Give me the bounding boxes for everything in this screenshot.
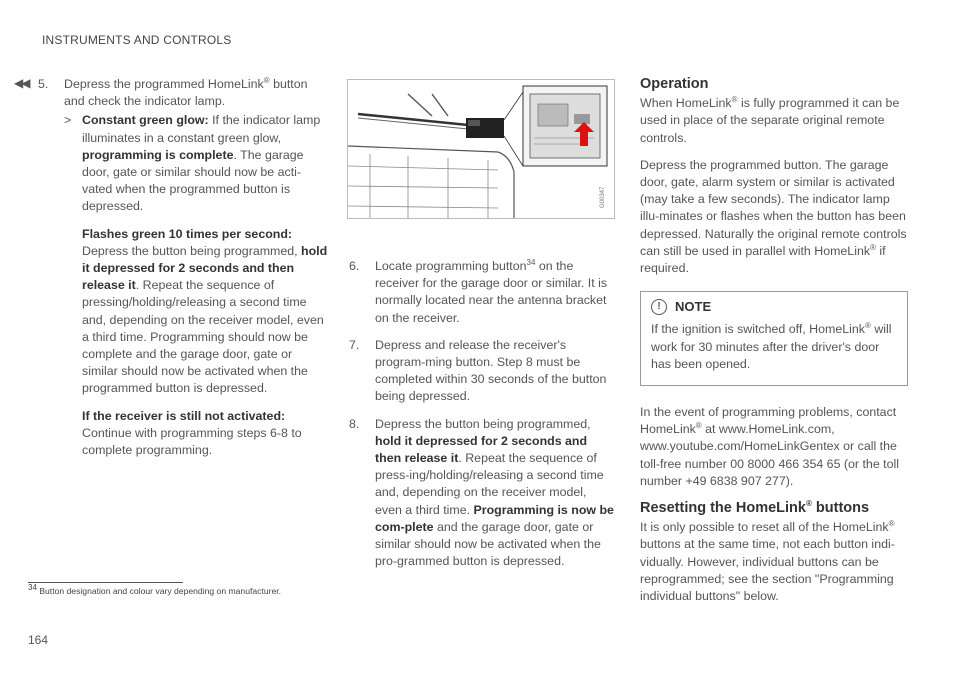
back-arrows-icon[interactable]: ◀◀ bbox=[14, 76, 29, 90]
footnote: $^{34}$ Button designation and colour vary depending on manufacturer. bbox=[28, 583, 282, 596]
step-8: 8. Depress the button being programmed, hold it depressed for 2 seconds and then release it. Repeat the sequence of press-ing/holding/releasing a second time and, depending on the receiver model, even a third time. Programming is now be com-plete and the garage door, gate or similar should now be activated when the pro-grammed button is depressed. bbox=[349, 416, 614, 569]
step-number: 5. bbox=[38, 77, 49, 91]
result-marker: > bbox=[64, 113, 72, 128]
note-text: If the ignition is switched off, HomeLink® will work for 30 minutes after the driver's door has been opened. bbox=[651, 321, 892, 371]
operation-heading: Operation bbox=[640, 76, 709, 92]
footnote-ref: 34 bbox=[526, 257, 536, 267]
operation-paragraph-1: When HomeLink® is fully programmed it can be used in place of the separate original remote controls. bbox=[640, 95, 900, 145]
garage-opener-drawing bbox=[348, 80, 614, 218]
column-1 bbox=[38, 76, 328, 469]
step-number: 8. bbox=[349, 416, 360, 431]
note-title: NOTE bbox=[675, 299, 712, 315]
constant-green-paragraph: Constant green glow: If the indicator lamp illuminates in a constant green glow, programming is complete. The garage door, gate or similar should now be acti-vated when the programmed button is depressed. bbox=[82, 113, 321, 214]
step-5: 5. Depress the programmed HomeLink® button and check the indicator lamp. > Constant green glow: If the indicator lamp illuminates in a constant green glow, programming is complete. The garage door, gate or similar should now be acti-vated when the programmed button is depressed. Flashes green 10 times per second: Depress the button being programmed, hold it depressed for 2 seconds and then release it. Repeat the sequence of pressing/holding/releasing a second time and, depending on the receiver model, even a third time. Programming should now be complete and the garage door, gate or similar should now be activated when the programmed button is depressed. If the receiver is still not activated: Continue with programming steps 6-8 to complete programming. bbox=[38, 76, 328, 459]
resetting-paragraph: It is only possible to reset all of the HomeLink® buttons at the same time, not each button indi-vidually. However, individual buttons can be reprogrammed; see the section "Programming individual buttons" below. bbox=[640, 519, 895, 604]
step-6: 6. Locate programming button$^{34}$ on the receiver for the garage door or similar. It is normally located near the antenna bracket on the receiver. bbox=[349, 257, 608, 325]
figure-code: G00347 bbox=[600, 186, 606, 208]
step-5-result bbox=[64, 112, 328, 459]
footnote-rule bbox=[28, 582, 183, 583]
problems-paragraph: In the event of programming problems, contact HomeLink® at www.HomeLink.com, www.youtube.com/HomeLinkGentex or call the toll-free number 00 8000 466 354 65 (or the toll number +49 6838 907 277). bbox=[640, 405, 899, 488]
column-2 bbox=[349, 258, 614, 580]
step-7: 7. Depress and release the receiver's program-ming button. Step 8 must be completed within 30 seconds of the button being depressed. bbox=[349, 337, 607, 404]
resetting-heading: Resetting the HomeLink® buttons bbox=[640, 499, 870, 517]
info-icon: ! bbox=[651, 299, 667, 315]
garage-opener-illustration bbox=[347, 79, 615, 219]
note-box bbox=[640, 291, 908, 386]
step-number: 6. bbox=[349, 259, 360, 273]
flashes-green-paragraph: Flashes green 10 times per second: Depress the button being programmed, hold it depressed for 2 seconds and then release it. Repeat the sequence of pressing/holding/releasing a second time and, depending on the receiver model, even a third time. Programming should now be complete and the garage door, gate or similar should now be activated when the programmed button is depressed. bbox=[82, 226, 328, 396]
note-header bbox=[651, 298, 897, 315]
page-number: 164 bbox=[28, 633, 49, 647]
page-header: INSTRUMENTS AND CONTROLS bbox=[42, 33, 232, 47]
operation-paragraph-2: Depress the programmed button. The garage door, gate, alarm system or similar is activated (may take a few seconds). The indicator lamp illu-minates or flashes when the button has been depressed. Naturally the original remote controls can still be used in parallel with HomeLink® if required. bbox=[640, 157, 907, 276]
column-3 bbox=[640, 76, 908, 615]
not-activated-paragraph: If the receiver is still not activated: Continue with programming steps 6-8 to complete programming. bbox=[82, 408, 302, 458]
step-number: 7. bbox=[349, 337, 360, 352]
